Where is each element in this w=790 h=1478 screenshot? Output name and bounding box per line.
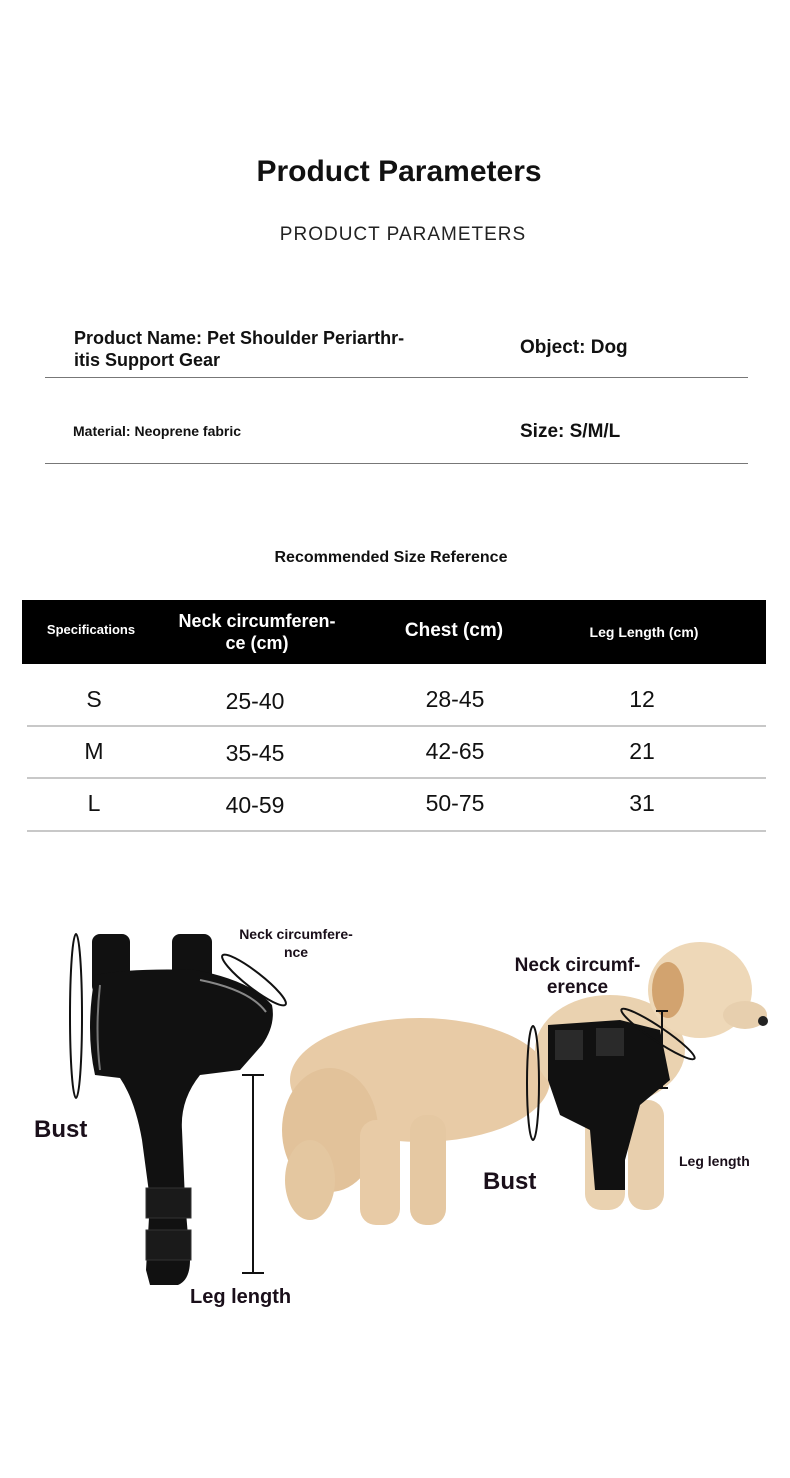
neck-label-left — [228, 925, 364, 961]
bust-measure-ellipse — [70, 934, 82, 1098]
cell-neck: 25-40 — [225, 688, 285, 714]
row-divider — [27, 777, 766, 779]
product-name-line2: itis Support Gear — [74, 350, 221, 370]
cell-neck: 40-59 — [225, 792, 285, 818]
column-header-leg: Leg Length (cm) — [589, 624, 699, 640]
material-value: Material: Neoprene fabric — [73, 423, 242, 439]
product-name-line1: Product Name: Pet Shoulder Periarthr- — [74, 328, 405, 348]
size-value: Size: S/M/L — [520, 421, 621, 442]
column-header-specifications: Specifications — [46, 622, 136, 637]
column-header-neck — [167, 610, 347, 654]
leg-length-bar — [242, 1075, 264, 1273]
divider — [45, 377, 748, 378]
neck-label-left-line2: nce — [283, 944, 309, 960]
object-value: Object: Dog — [520, 337, 628, 358]
row-divider — [27, 725, 766, 727]
leg-label-left: Leg length — [190, 1286, 292, 1308]
product-name — [74, 327, 404, 371]
size-reference-title: Recommended Size Reference — [274, 549, 508, 566]
page-title: Product Parameters — [256, 155, 542, 188]
cell-chest: 50-75 — [425, 790, 485, 816]
cell-size: S — [86, 686, 102, 712]
column-header-neck-line1: Neck circumferen- — [178, 611, 336, 631]
bust-label-left: Bust — [34, 1116, 88, 1143]
divider — [45, 463, 748, 464]
measurement-diagram — [0, 900, 790, 1320]
neck-label-right — [505, 955, 650, 999]
brace-image — [90, 934, 273, 1285]
column-header-chest: Chest (cm) — [404, 620, 504, 641]
neck-label-left-line1: Neck circumfere- — [239, 926, 353, 942]
row-divider — [27, 830, 766, 832]
cell-leg: 21 — [629, 738, 655, 764]
column-header-neck-line2: ce (cm) — [225, 633, 289, 653]
neck-label-right-line2: erence — [546, 977, 609, 998]
cell-neck: 35-45 — [225, 740, 285, 766]
page-subtitle: PRODUCT PARAMETERS — [279, 224, 527, 245]
neck-label-right-line1: Neck circumf- — [514, 955, 641, 976]
cell-size: L — [87, 790, 101, 816]
bust-label-right: Bust — [483, 1168, 537, 1195]
leg-label-right: Leg length — [679, 1153, 750, 1169]
cell-size: M — [84, 738, 104, 764]
cell-leg: 12 — [629, 686, 655, 712]
cell-chest: 42-65 — [425, 738, 485, 764]
size-table-header — [22, 600, 766, 664]
cell-chest: 28-45 — [425, 686, 485, 712]
cell-leg: 31 — [629, 790, 655, 816]
